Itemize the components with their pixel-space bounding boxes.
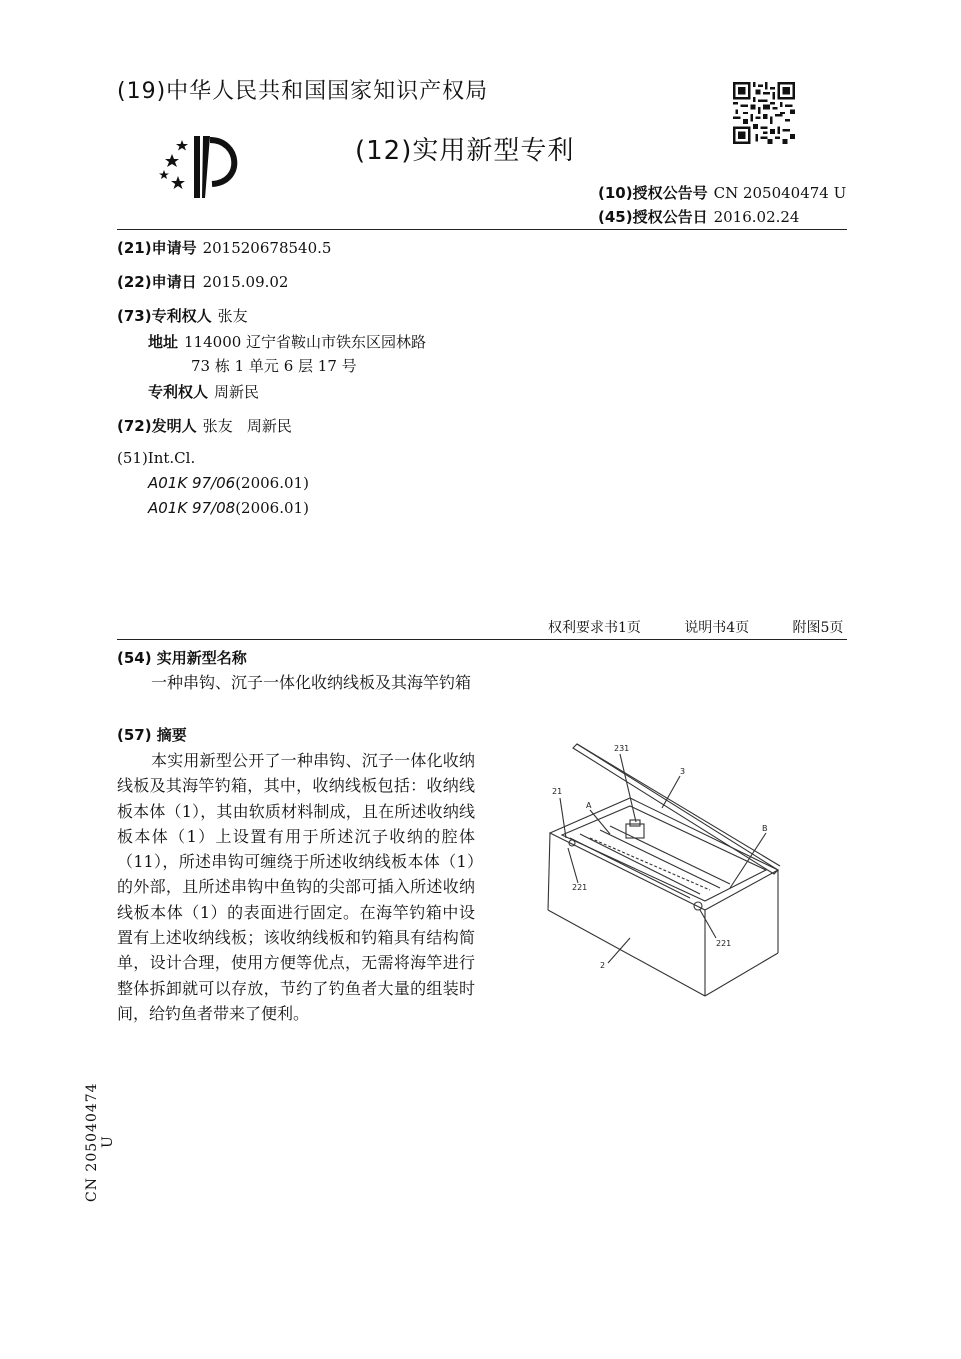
drawing-label: 221 (572, 883, 588, 892)
drawing-label: 2 (600, 961, 606, 970)
drawing-label: B (762, 824, 768, 833)
patentee-2-row (148, 381, 259, 402)
int-cl-label: (51)Int.Cl. (117, 449, 196, 467)
application-number-label: (21)申请号 (117, 239, 197, 257)
cnipa-logo-icon (158, 132, 248, 200)
abstract-section-label: (57) 摘要 (117, 726, 187, 744)
drawing-label: 221 (716, 939, 732, 948)
drawing-label: 231 (614, 744, 630, 753)
ipc-code: A01K 97/08 (148, 499, 236, 517)
ipc-code: A01K 97/06 (148, 474, 236, 492)
ipc-version: (2006.01) (235, 499, 309, 517)
section-divider (117, 639, 847, 640)
inventor-row (117, 415, 292, 436)
patentee-2-value: 周新民 (214, 383, 260, 401)
drawing-label: 3 (680, 767, 686, 776)
publication-number-value: CN 205040474 U (713, 184, 847, 202)
publication-date-value: 2016.02.24 (713, 208, 800, 226)
abstract-text: 本实用新型公开了一种串钩、沉子一体化收纳线板及其海竿钓箱，其中，收纳线板包括：收纳线板本体（1），其由软质材料制成，且在所述收纳线板本体（1）上设置有用于所述沉子收纳的腔体（11），所述串钩可缠绕于所述收纳线板本体（1）的外部，且所述串钩中鱼钩的尖部可插入所述收纳线板本体（1）的表面进行固定。在海竿钓箱中设置有上述收纳线板；该收纳线板和钓箱具有结构简单，设计合理，使用方便等优点，无需将海竿进行整体拆卸就可以存放，节约了钓鱼者大量的组装时间，给钓鱼者带来了便利。 (117, 751, 475, 1023)
utility-model-title: 一种串钩、沉子一体化收纳线板及其海竿钓箱 (151, 673, 472, 692)
patent-office-title: (19)中华人民共和国国家知识产权局 (117, 79, 489, 104)
title-section-label: (54) 实用新型名称 (117, 649, 247, 667)
publication-number-label: (10)授权公告号 (598, 184, 708, 202)
filing-date-row (117, 271, 288, 292)
patentee-label: (73)专利权人 (117, 307, 212, 325)
application-number-row (117, 237, 331, 258)
application-number-value: 201520678540.5 (202, 239, 332, 257)
drawing-label: 21 (552, 787, 563, 796)
address-line-1: 114000 辽宁省鞍山市铁东区园林路 (184, 333, 427, 351)
address-label: 地址 (148, 333, 179, 351)
address-line-2: 73 栋 1 单元 6 层 17 号 (191, 357, 357, 375)
publication-date-row (598, 206, 799, 227)
patentee-row (117, 305, 248, 326)
side-publication-number: CN 205040474 U (84, 1082, 116, 1202)
int-cl-row (117, 449, 195, 467)
filing-date-label: (22)申请日 (117, 273, 197, 291)
patentee-value: 张友 (217, 307, 248, 325)
patentee-2-label: 专利权人 (148, 383, 209, 401)
ipc-version: (2006.01) (235, 474, 309, 492)
page-counts: 权利要求书1页 说明书4页 附图5页 (548, 620, 844, 636)
qr-code-icon (733, 82, 795, 144)
document-type-title: (12)实用新型专利 (355, 136, 575, 166)
publication-number-row (598, 182, 846, 203)
drawing-label: A (586, 801, 592, 810)
inventor-label: (72)发明人 (117, 417, 197, 435)
filing-date-value: 2015.09.02 (202, 273, 289, 291)
tackle-box-drawing (540, 738, 810, 1000)
header-divider (117, 229, 847, 230)
inventor-value: 张友 周新民 (202, 417, 292, 435)
publication-date-label: (45)授权公告日 (598, 208, 708, 226)
ipc-item (148, 474, 309, 492)
address-row (148, 331, 426, 352)
ipc-item (148, 499, 309, 517)
